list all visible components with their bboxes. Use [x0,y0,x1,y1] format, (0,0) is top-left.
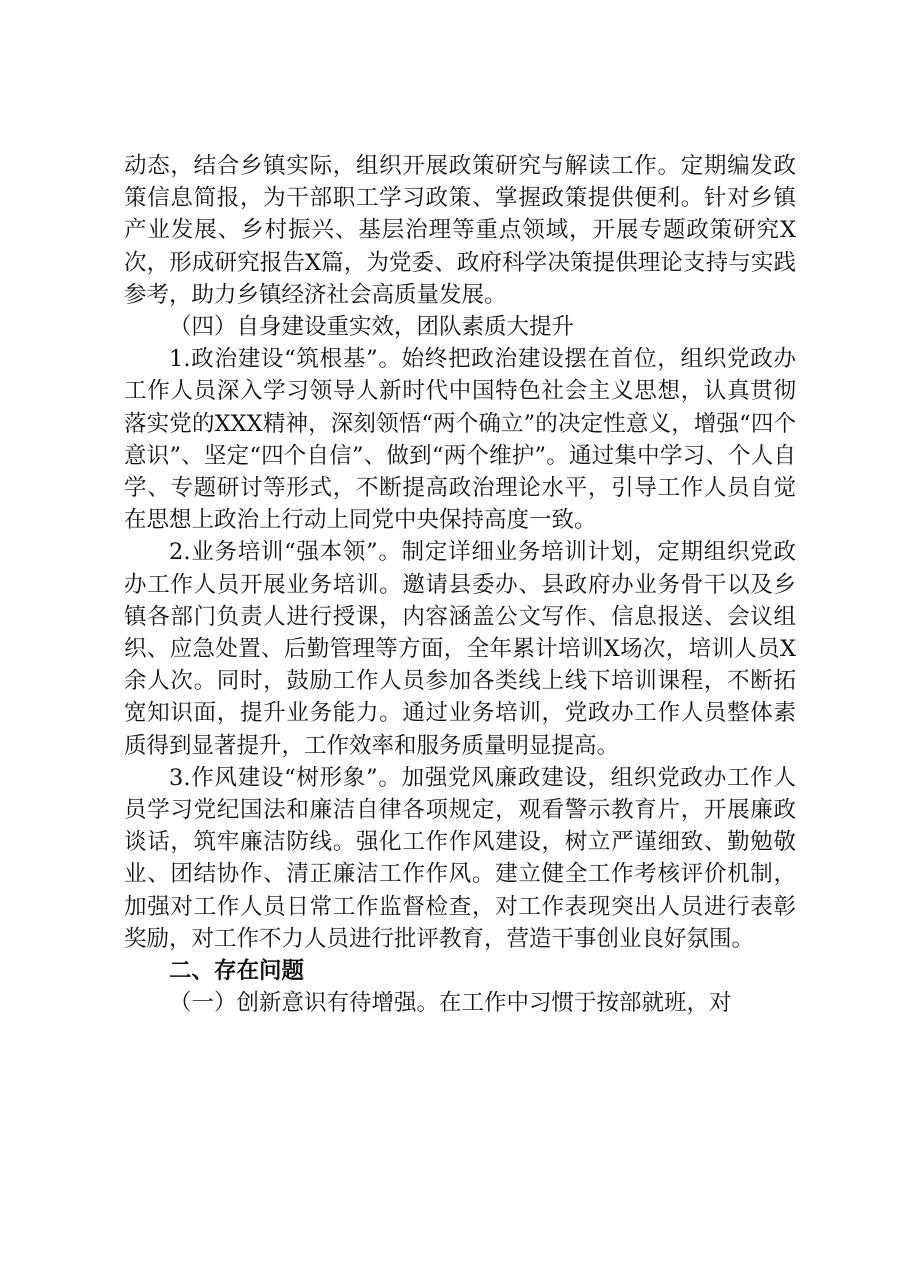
section-two-heading: 二、存在问题 [169,958,305,985]
paragraph-problem-one: （一）创新意识有待增强。在工作中习惯于按部就班，对 [169,990,732,1017]
paragraph-work-style: 3.作风建设“树形象”。加强党风廉政建设，组织党政办工作人员学习党纪国法和廉洁自律各项规定，观看警示教育片，开展廉政谈话，筑牢廉洁防线。强化工作作风建设，树立严谨细致、勤勉敬业、团结协作、清正廉洁工作作风。建立健全工作考核评价机制，加强对工作人员日常工作监督检查，对工作表现突出人员进行表彰奖励，对工作不力人员进行批评教育，营造干事创业良好氛围。 [124,764,796,952]
section-four-heading: （四）自身建设重实效，团队素质大提升 [169,314,575,341]
paragraph-business-training: 2.业务培训“强本领”。制定详细业务培训计划，定期组织党政办工作人员开展业务培训。邀请县委办、县政府办业务骨干以及乡镇各部门负责人进行授课，内容涵盖公文写作、信息报送、会议组织、应急处置、后勤管理等方面，全年累计培训X场次，培训人员X余人次。同时，鼓励工作人员参加各类线上线下培训课程，不断拓宽知识面，提升业务能力。通过业务培训，党政办工作人员整体素质得到显著提升，工作效率和服务质量明显提高。 [124,539,796,759]
document-body [124,150,796,1019]
continued-paragraph: 动态，结合乡镇实际，组织开展政策研究与解读工作。定期编发政策信息简报，为干部职工学习政策、掌握政策提供便利。针对乡镇产业发展、乡村振兴、基层治理等重点领域，开展专题政策研究X次，形成研究报告X篇，为党委、政府科学决策提供理论支持与实践参考，助力乡镇经济社会高质量发展。 [124,153,796,308]
paragraph-political-construction: 1.政治建设“筑根基”。始终把政治建设摆在首位，组织党政办工作人员深入学习领导人新时代中国特色社会主义思想，认真贯彻落实党的XXX精神，深刻领悟“两个确立”的决定性意义，增强“四个意识”、坚定“四个自信”、做到“两个维护”。通过集中学习、个人自学、专题研讨等形式，不断提高政治理论水平，引导工作人员自觉在思想上政治上行动上同党中央保持高度一致。 [124,346,796,534]
